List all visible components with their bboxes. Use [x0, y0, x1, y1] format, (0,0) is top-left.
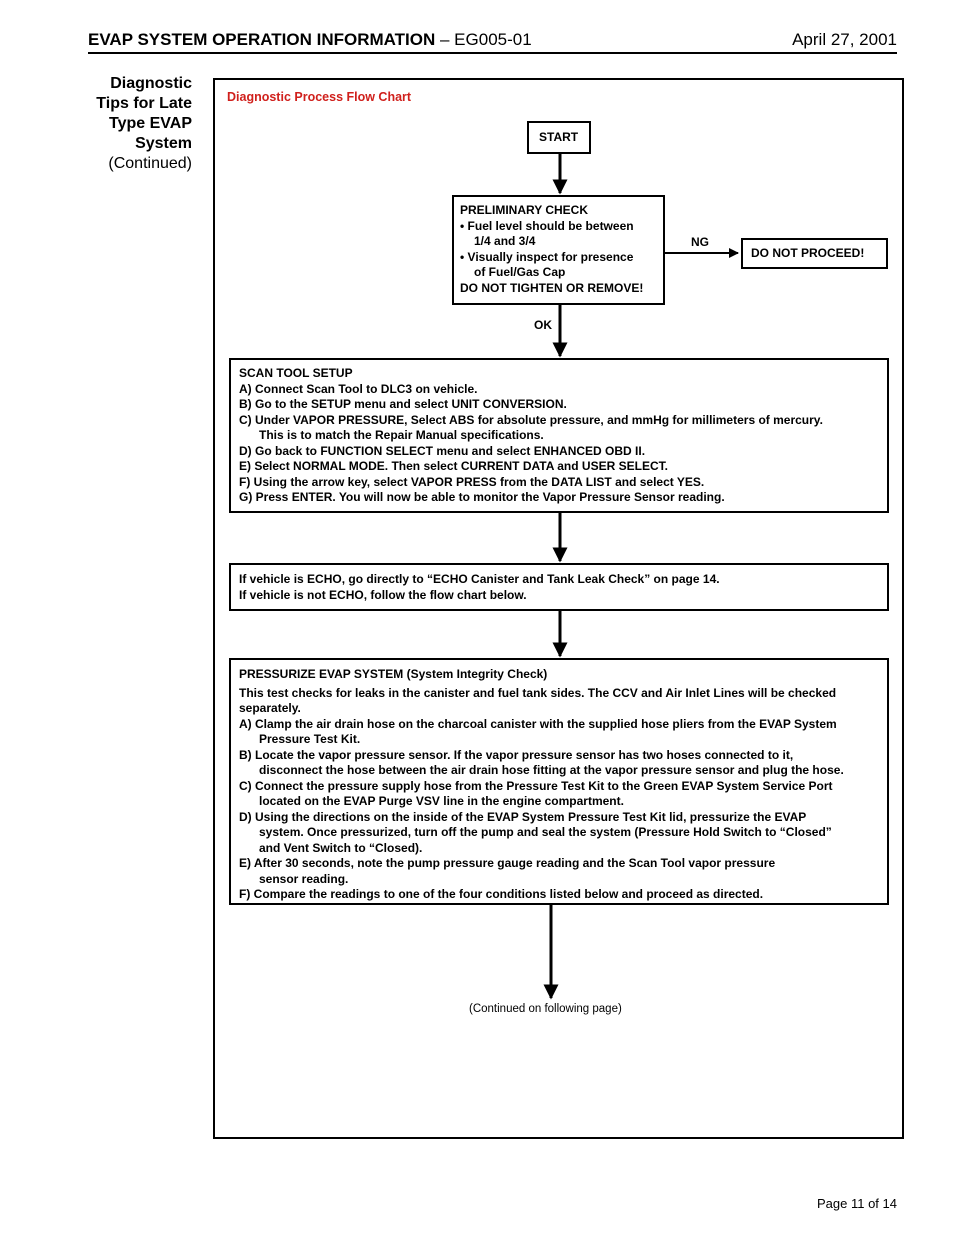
pressurize-heading: PRESSURIZE EVAP SYSTEM (System Integrity Check) — [239, 667, 548, 681]
prelim-heading: PRELIMINARY CHECK — [460, 203, 589, 217]
pressurize-step: C) Connect the pressure supply hose from the Pressure Test Kit to the Green EVAP System Service Port — [239, 778, 833, 793]
scan-step: This is to match the Repair Manual specifications. — [259, 428, 544, 442]
sidebar-line: Type EVAP — [109, 115, 192, 132]
flowchart-title: Diagnostic Process Flow Chart — [227, 90, 412, 104]
pressurize-step: disconnect the hose between the air drain hose fitting at the vapor pressure sensor and plug the hose. — [259, 763, 844, 777]
pressurize-step: system. Once pressurized, turn off the pump and seal the system (Pressure Hold Switch to “Closed” — [259, 825, 832, 839]
scan-step: G) Press ENTER. You will now be able to monitor the Vapor Pressure Sensor reading. — [239, 490, 725, 504]
header-separator: – — [435, 30, 455, 49]
prelim-item: 1/4 and 3/4 — [474, 234, 536, 248]
preliminary-check-box — [452, 195, 665, 305]
prelim-item: • Visually inspect for presence — [460, 249, 634, 264]
echo-check-box — [229, 563, 889, 611]
pressurize-step: D) Using the directions on the inside of the EVAP System Pressure Test Kit lid, pressurize the EVAP — [239, 809, 807, 824]
scan-step: E) Select NORMAL MODE. Then select CURRENT DATA and USER SELECT. — [239, 459, 668, 473]
header-code: EG005-01 — [454, 30, 532, 49]
pressurize-intro: This test checks for leaks in the canister and fuel tank sides. The CCV and Air Inlet Lines will be checked — [239, 685, 837, 700]
scan-heading: SCAN TOOL SETUP — [239, 366, 353, 380]
header-date: April 27, 2001 — [792, 30, 897, 49]
pressurize-step: located on the EVAP Purge VSV line in the engine compartment. — [259, 794, 624, 808]
scan-step: B) Go to the SETUP menu and select UNIT CONVERSION. — [239, 397, 567, 411]
sidebar-line: Tips for Late — [96, 95, 192, 112]
start-box: START — [527, 121, 591, 154]
scan-step: D) Go back to FUNCTION SELECT menu and select ENHANCED OBD II. — [239, 443, 646, 458]
scan-step: C) Under VAPOR PRESSURE, Select ABS for absolute pressure, and mmHg for millimeters of mercury. — [239, 412, 823, 427]
header-title: EVAP SYSTEM OPERATION INFORMATION — [88, 30, 436, 49]
sidebar-note: (Continued) — [108, 155, 192, 172]
scan-tool-setup-box — [229, 358, 889, 513]
prelim-warning: DO NOT TIGHTEN OR REMOVE! — [460, 280, 644, 295]
ok-label: OK — [534, 318, 552, 332]
pressurize-step: F) Compare the readings to one of the four conditions listed below and proceed as directed. — [239, 887, 764, 901]
pressurize-step: Pressure Test Kit. — [259, 732, 361, 746]
pressurize-step: B) Locate the vapor pressure sensor. If the vapor pressure sensor has two hoses connected to it, — [239, 747, 794, 762]
pressurize-step: sensor reading. — [259, 871, 349, 886]
continued-note: (Continued on following page) — [469, 1003, 622, 1015]
scan-step: A) Connect Scan Tool to DLC3 on vehicle. — [239, 381, 478, 396]
echo-line: If vehicle is ECHO, go directly to “ECHO Canister and Tank Leak Check” on page 14. — [239, 572, 720, 586]
prelim-item: • Fuel level should be between — [460, 218, 634, 233]
sidebar-line: System — [135, 135, 192, 152]
pressurize-evap-box — [229, 658, 889, 905]
pressurize-step: A) Clamp the air drain hose on the charcoal canister with the supplied hose pliers from the EVAP System — [239, 716, 837, 731]
echo-line: If vehicle is not ECHO, follow the flow chart below. — [239, 587, 527, 602]
prelim-item: of Fuel/Gas Cap — [474, 265, 566, 279]
pressurize-step: and Vent Switch to “Closed). — [259, 840, 423, 855]
pressurize-intro: separately. — [239, 701, 301, 715]
scan-step: F) Using the arrow key, select VAPOR PRESS from the DATA LIST and select YES. — [239, 474, 705, 489]
sidebar-line: Diagnostic — [110, 75, 192, 92]
page-number: Page 11 of 14 — [817, 1196, 897, 1211]
do-not-proceed-box: DO NOT PROCEED! — [741, 238, 888, 269]
pressurize-step: E) After 30 seconds, note the pump pressure gauge reading and the Scan Tool vapor pressure — [239, 856, 776, 870]
ng-label: NG — [691, 235, 709, 249]
